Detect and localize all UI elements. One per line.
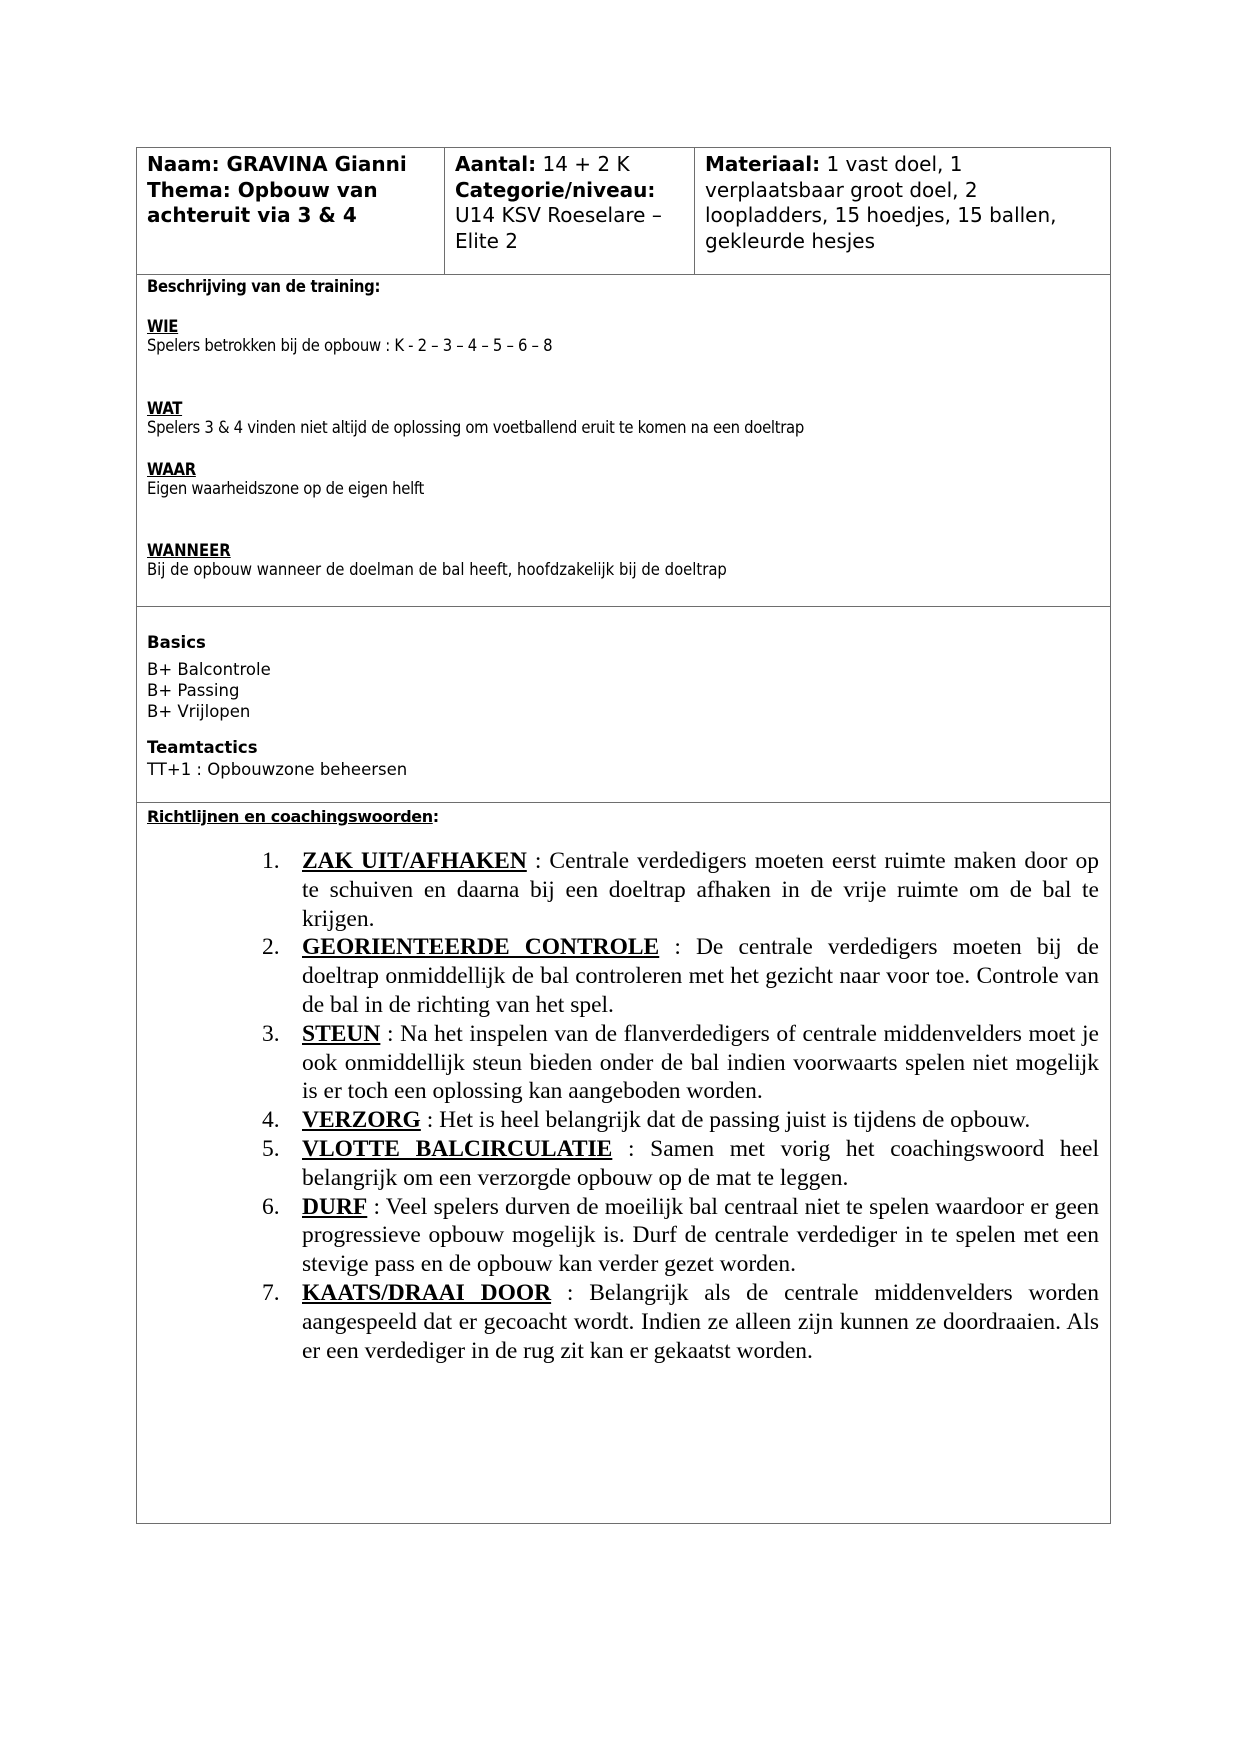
basics-item: B+ Vrijlopen [147, 702, 251, 721]
coaching-keyword: VERZORG [302, 1107, 421, 1134]
guidelines-title [147, 807, 439, 826]
section-heading: WAT [147, 399, 183, 418]
aantal-value: 14 + 2 K [542, 152, 630, 176]
coaching-item [262, 1106, 1099, 1135]
header-row [137, 148, 1110, 275]
coaching-text: : De centrale verdedigers moeten bij de doeltrap onmiddellijk de bal controleren met het gezicht naar voor toe. Controle van de bal in de richting van het spel. [302, 934, 1099, 1018]
coaching-keyword: VLOTTE BALCIRCULATIE [302, 1135, 613, 1162]
teamtactics-title: Teamtactics [147, 738, 258, 757]
item-number: 7. [262, 1279, 280, 1306]
basics-row [137, 607, 1110, 803]
coaching-item [262, 1135, 1099, 1193]
thema-line [147, 178, 434, 229]
section-heading: WANNEER [147, 541, 231, 560]
section-text: Bij de opbouw wanneer de doelman de bal heeft, hoofdzakelijk bij de doeltrap [147, 560, 727, 579]
coaching-list [262, 847, 1099, 1365]
item-number: 5. [262, 1135, 280, 1162]
materiaal-value: 1 vast doel, 1 verplaatsbaar groot doel, 2 loopladders, 15 hoedjes, 15 ballen, gekleurde hesjes [705, 152, 1057, 253]
description-title: Beschrijving van de training: [147, 277, 381, 296]
categorie-label: Categorie/niveau: [455, 177, 656, 202]
naam-label: Naam: [147, 152, 220, 176]
guidelines-title-colon: : [432, 807, 439, 826]
basics-item: B+ Balcontrole [147, 660, 271, 679]
coaching-text: : Het is heel belangrijk dat de passing juist is tijdens de opbouw. [420, 1107, 1031, 1134]
count-category-cell [444, 148, 694, 274]
item-number: 1. [262, 848, 280, 874]
item-number: 6. [262, 1193, 280, 1220]
materiaal-label: Materiaal: [705, 152, 821, 176]
coaching-text: : Na het inspelen van de flanverdedigers of centrale middenvelders moet je ook onmiddellijk steun bieden onder de bal indien voorwaarts spelen niet mogelijk is er toch een oplossing kan aangeboden worden. [302, 1020, 1099, 1105]
item-number: 3. [262, 1020, 280, 1047]
guidelines-row [137, 803, 1110, 1523]
basics-title: Basics [147, 633, 206, 652]
section-wie [147, 317, 552, 355]
item-number: 2. [262, 934, 280, 961]
aantal-line [455, 152, 684, 178]
aantal-label: Aantal: [455, 152, 537, 176]
naam-line [147, 152, 434, 178]
section-text: Eigen waarheidszone op de eigen helft [147, 479, 425, 498]
basics-item: B+ Passing [147, 681, 240, 700]
coaching-keyword: DURF [302, 1193, 368, 1220]
guidelines-title-text: Richtlijnen en coachingswoorden [147, 807, 433, 826]
coaching-text: : Centrale verdedigers moeten eerst ruimte maken door op te schuiven en daarna bij een doeltrap afhaken in de vrije ruimte om de bal te krijgen. [302, 848, 1099, 932]
coaching-item [262, 1020, 1099, 1106]
thema-value: Opbouw van achteruit via 3 & 4 [147, 177, 378, 227]
categorie-value: U14 KSV Roeselare – Elite 2 [455, 203, 662, 253]
material-cell [694, 148, 1110, 274]
name-theme-cell [137, 148, 444, 274]
thema-label: Thema: [147, 177, 231, 202]
section-text: Spelers betrokken bij de opbouw : K - 2 – 3 – 4 – 5 – 6 – 8 [147, 336, 553, 355]
coaching-item [262, 1193, 1099, 1279]
basics-list [147, 659, 271, 722]
coaching-keyword: STEUN [302, 1020, 381, 1047]
coaching-item [262, 1279, 1099, 1365]
training-sheet-table [136, 147, 1111, 1524]
item-number: 4. [262, 1107, 280, 1134]
coaching-keyword: ZAK UIT/AFHAKEN [302, 848, 527, 874]
section-wat [147, 399, 804, 437]
section-heading: WIE [147, 317, 179, 336]
coaching-text: : Veel spelers durven de moeilijk bal centraal niet te spelen waardoor er geen progressieve opbouw mogelijk is. Durf de centrale verdediger in te spelen met een stevige pass en de opbouw kan verder gezet worden. [302, 1193, 1099, 1278]
description-row [137, 275, 1110, 607]
coaching-keyword: KAATS/DRAAI DOOR [302, 1279, 552, 1306]
coaching-keyword: GEORIENTEERDE CONTROLE [302, 934, 660, 961]
coaching-text: : Samen met vorig het coachingswoord heel belangrijk om een verzorgde opbouw op de mat te leggen. [302, 1135, 1099, 1191]
section-heading: WAAR [147, 460, 196, 479]
teamtactics-item: TT+1 : Opbouwzone beheersen [147, 760, 408, 779]
coaching-item [262, 847, 1099, 933]
section-text: Spelers 3 & 4 vinden niet altijd de oplossing om voetballend eruit te komen na een doeltrap [147, 418, 804, 437]
section-waar [147, 460, 424, 498]
naam-value: GRAVINA Gianni [226, 152, 407, 176]
section-wanneer [147, 541, 727, 579]
coaching-text: : Belangrijk als de centrale middenvelders worden aangespeeld dat er gecoacht wordt. Indien ze alleen zijn kunnen ze doordraaien. Als er een verdediger in de rug zit kan er gekaatst worden. [302, 1279, 1099, 1364]
coaching-item [262, 933, 1099, 1019]
